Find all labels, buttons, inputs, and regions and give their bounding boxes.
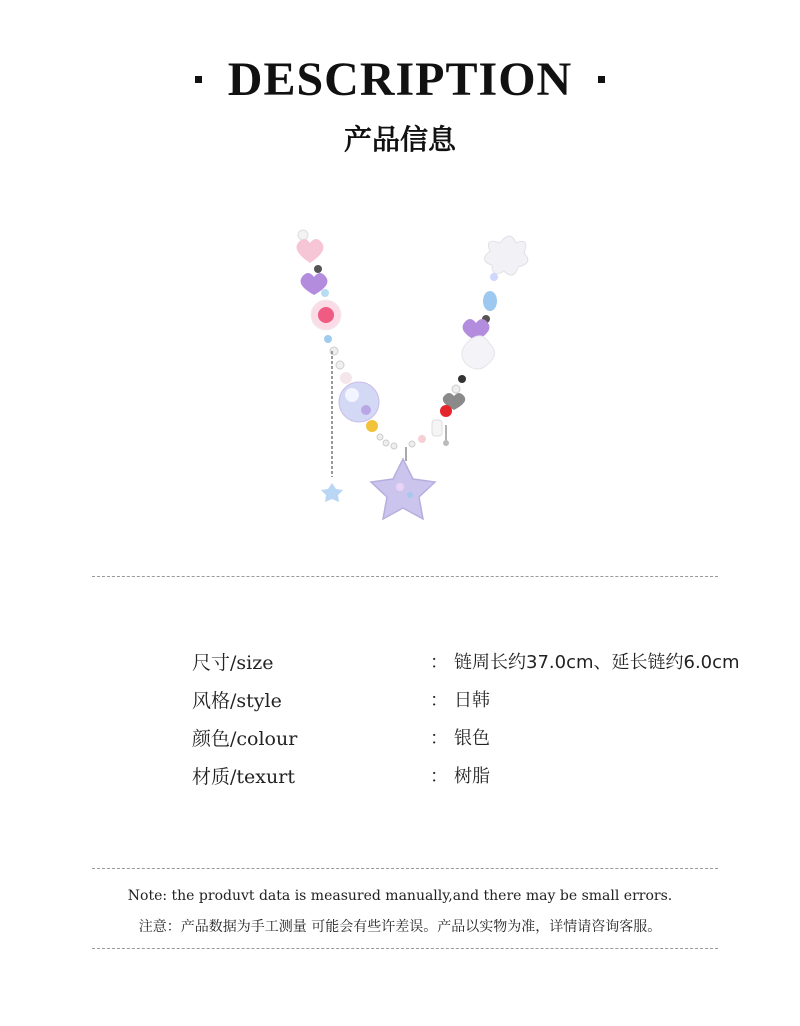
spec-label: 尺寸/size — [192, 652, 274, 674]
spec-value: 链周长约37.0cm、延长链约6.0cm — [454, 652, 740, 673]
spec-row-colour — [0, 724, 800, 754]
bullet-dot-right — [598, 76, 605, 83]
spec-colon: ： — [430, 766, 448, 787]
page-title — [0, 50, 800, 110]
page-subtitle: 产品信息 — [343, 123, 456, 156]
product-image — [270, 215, 550, 525]
spec-colon: ： — [430, 728, 448, 749]
spec-colon: ： — [430, 690, 448, 711]
spec-value: 树脂 — [454, 766, 490, 787]
beaded-necklace-icon — [270, 215, 550, 525]
spec-label: 材质/texurt — [192, 766, 295, 788]
note-english: Note: the produvt data is measured manually,and there may be small errors. — [127, 888, 673, 904]
spec-row-style — [0, 686, 800, 716]
divider-top — [92, 576, 718, 577]
divider-note-top — [92, 868, 718, 869]
bullet-dot-left — [195, 76, 202, 83]
spec-value: 日韩 — [454, 690, 490, 711]
spec-row-size — [0, 648, 800, 678]
spec-label: 风格/style — [192, 690, 282, 712]
spec-value: 银色 — [454, 728, 490, 749]
divider-note-bottom — [92, 948, 718, 949]
spec-colon: ： — [430, 652, 448, 673]
note-chinese: 注意：产品数据为手工测量 可能会有些许差误。产品以实物为准，详情请咨询客服。 — [138, 919, 662, 935]
spec-label: 颜色/colour — [192, 728, 298, 750]
title-text: DESCRIPTION — [227, 53, 573, 106]
spec-row-material — [0, 762, 800, 792]
